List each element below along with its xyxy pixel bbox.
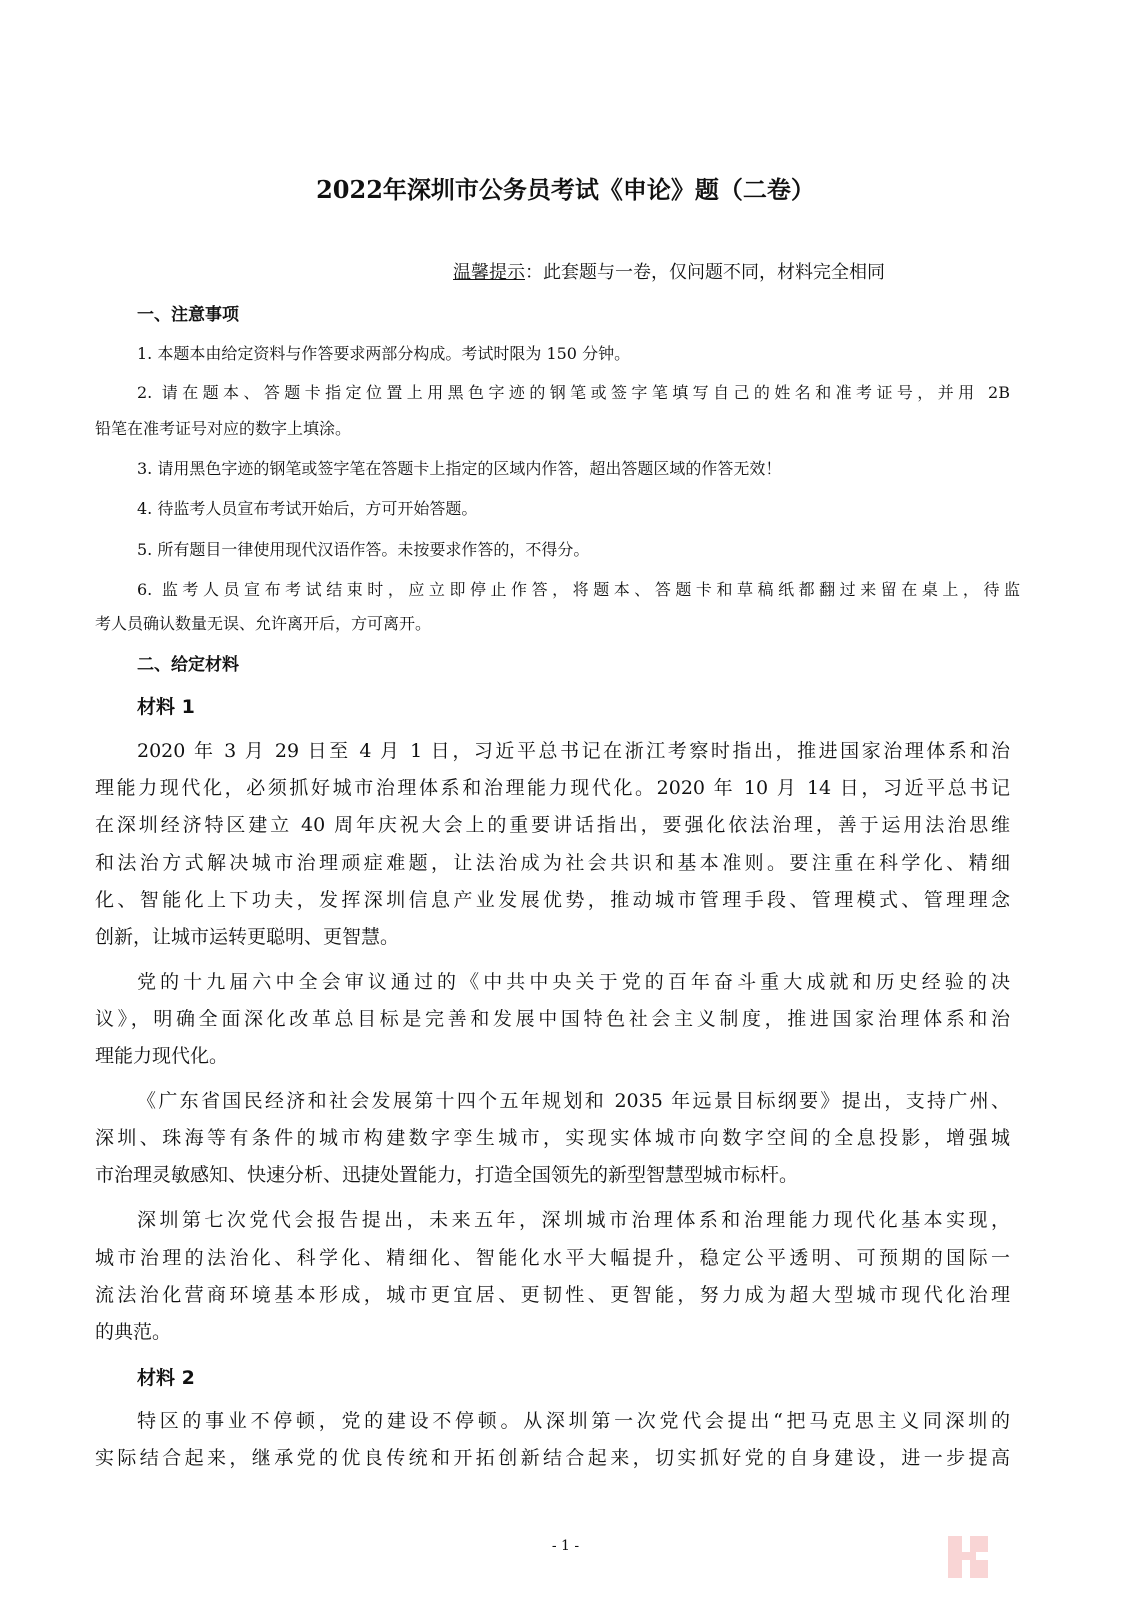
paragraph-line: 城市治理的法治化、科学化、精细化、智能化水平大幅提升，稳定公平透明、可预期的国际一 (95, 1247, 1010, 1269)
notice-item: 2. 请在题本、答题卡指定位置上用黑色字迹的钢笔或签字笔填写自己的姓名和准考证号，并用 2B (137, 383, 1010, 402)
tip-label: 温馨提示 (453, 262, 525, 283)
section1-heading: 一、注意事项 (137, 305, 239, 325)
paragraph-line: 市治理灵敏感知、快速分析、迅捷处置能力，打造全国领先的新型智慧型城市标杆。 (95, 1164, 799, 1186)
paragraph-line: 创新，让城市运转更聪明、更智慧。 (95, 926, 400, 948)
paragraph-line: 议》，明确全面深化改革总目标是完善和发展中国特色社会主义制度，推进国家治理体系和治 (95, 1008, 1010, 1030)
paragraph-line: 化、智能化上下功夫，发挥深圳信息产业发展优势，推动城市管理手段、管理模式、管理理念 (95, 889, 1010, 911)
material2-heading: 材料 2 (137, 1367, 195, 1389)
notice-item: 5. 所有题目一律使用现代汉语作答。未按要求作答的，不得分。 (137, 540, 590, 559)
paragraph-line: 《广东省国民经济和社会发展第十四个五年规划和 2035 年远景目标纲要》提出，支持广州、 (137, 1090, 1010, 1112)
paragraph-line: 2020 年 3 月 29 日至 4 月 1 日，习近平总书记在浙江考察时指出，推进国家治理体系和治 (137, 740, 1010, 762)
paragraph-line: 特区的事业不停顿，党的建设不停顿。从深圳第一次党代会提出“把马克思主义同深圳的 (137, 1410, 1010, 1432)
paragraph-line: 实际结合起来，继承党的优良传统和开拓创新结合起来，切实抓好党的自身建设，进一步提高 (95, 1447, 1010, 1469)
paragraph-line: 的典范。 (95, 1321, 172, 1343)
paragraph-line: 和法治方式解决城市治理顽症难题，让法治成为社会共识和基本准则。要注重在科学化、精细 (95, 852, 1010, 874)
notice-item: 1. 本题本由给定资料与作答要求两部分构成。考试时限为 150 分钟。 (137, 344, 631, 363)
notice-item-cont: 考人员确认数量无误、允许离开后，方可离开。 (95, 614, 432, 633)
tip-line (453, 258, 885, 284)
notice-item-cont: 铅笔在准考证号对应的数字上填涂。 (95, 419, 352, 438)
notice-item: 6. 监考人员宣布考试结束时，应立即停止作答，将题本、答题卡和草稿纸都翻过来留在桌上，待监 (137, 580, 1020, 599)
paragraph-line: 深圳、珠海等有条件的城市构建数字孪生城市，实现实体城市向数字空间的全息投影，增强城 (95, 1127, 1010, 1149)
paragraph-line: 深圳第七次党代会报告提出，未来五年，深圳城市治理体系和治理能力现代化基本实现， (137, 1209, 1010, 1231)
paragraph-line: 流法治化营商环境基本形成，城市更宜居、更韧性、更智能，努力成为超大型城市现代化治理 (95, 1284, 1010, 1306)
paragraph-line: 理能力现代化。 (95, 1045, 229, 1067)
page-number: - 1 - (551, 1538, 580, 1554)
material1-heading: 材料 1 (137, 696, 195, 718)
section2-heading: 二、给定材料 (137, 655, 239, 675)
paragraph-line: 理能力现代化，必须抓好城市治理体系和治理能力现代化。2020 年 10 月 14 日，习近平总书记 (95, 777, 1010, 799)
page-title: 2022年深圳市公务员考试《申论》题（二卷） (316, 175, 815, 204)
tip-text: ：此套题与一卷，仅问题不同，材料完全相同 (525, 262, 885, 283)
paragraph-line: 党的十九届六中全会审议通过的《中共中央关于党的百年奋斗重大成就和历史经验的决 (137, 971, 1010, 993)
paragraph-line: 在深圳经济特区建立 40 周年庆祝大会上的重要讲话指出，要强化依法治理，善于运用法治思维 (95, 814, 1010, 836)
notice-item: 3. 请用黑色字迹的钢笔或签字笔在答题卡上指定的区域内作答，超出答题区域的作答无效！ (137, 459, 782, 478)
notice-item: 4. 待监考人员宣布考试开始后，方可开始答题。 (137, 499, 478, 518)
